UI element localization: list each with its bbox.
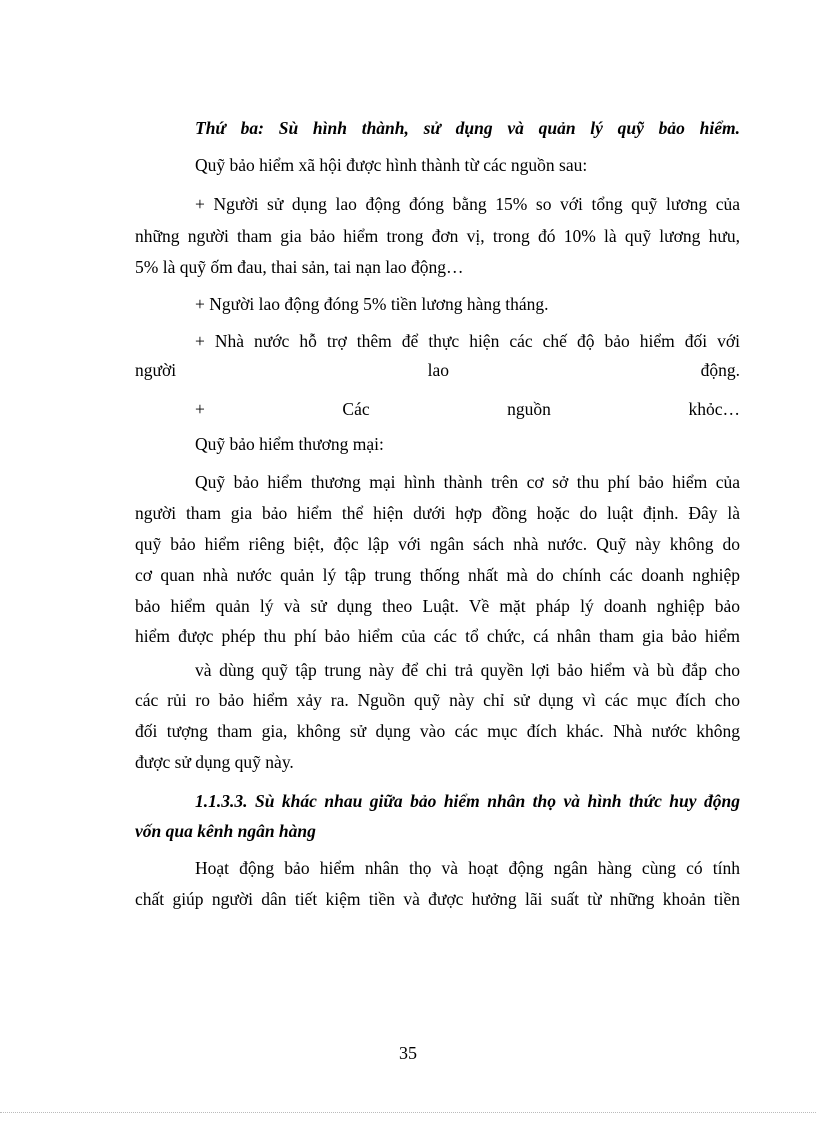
- paragraph-line: được sử dụng quỹ này.: [135, 752, 294, 772]
- paragraph-line: Quỹ bảo hiểm thương mại hình thành trên cơ sở thu phí bảo hiểm của: [195, 472, 740, 492]
- paragraph-line: + Các nguồn khỏc…: [195, 399, 740, 419]
- paragraph-line: các rủi ro bảo hiểm xảy ra. Nguồn quỹ này chỉ sử dụng vì các mục đích cho: [135, 690, 740, 710]
- paragraph-line: những người tham gia bảo hiểm trong đơn vị, trong đó 10% là quỹ lương hưu,: [135, 226, 740, 246]
- section-heading: vốn qua kênh ngân hàng: [135, 821, 316, 841]
- section-heading: Thứ ba: Sù hình thành, sử dụng và quản lý quỹ bảo hiểm.: [195, 118, 740, 138]
- paragraph-line: quỹ bảo hiểm riêng biệt, độc lập với ngân sách nhà nước. Quỹ này không do: [135, 534, 740, 554]
- section-heading: 1.1.3.3. Sù khác nhau giữa bảo hiểm nhân thọ và hình thức huy động: [195, 791, 740, 811]
- paragraph-line: người lao động.: [135, 360, 740, 380]
- paragraph-line: đối tượng tham gia, không sử dụng vào các mục đích khác. Nhà nước không: [135, 721, 740, 741]
- paragraph-line: Quỹ bảo hiểm xã hội được hình thành từ các nguồn sau:: [195, 155, 588, 175]
- paragraph-line: bảo hiểm quản lý và sử dụng theo Luật. Về mặt pháp lý doanh nghiệp bảo: [135, 596, 740, 616]
- paragraph-line: Hoạt động bảo hiểm nhân thọ và hoạt động ngân hàng cùng có tính: [195, 858, 740, 878]
- paragraph-line: hiểm được phép thu phí bảo hiểm của các tổ chức, cá nhân tham gia bảo hiểm: [135, 626, 740, 646]
- page-divider: [0, 1112, 816, 1113]
- paragraph-line: 5% là quỹ ốm đau, thai sản, tai nạn lao động…: [135, 257, 464, 277]
- paragraph-line: người tham gia bảo hiểm thể hiện dưới hợp đồng hoặc do luật định. Đây là: [135, 503, 740, 523]
- paragraph-line: chất giúp người dân tiết kiệm tiền và được hưởng lãi suất từ những khoản tiền: [135, 889, 740, 909]
- paragraph-line: cơ quan nhà nước quản lý tập trung thống nhất mà do chính các doanh nghiệp: [135, 565, 740, 585]
- paragraph-line: Quỹ bảo hiểm thương mại:: [195, 434, 384, 454]
- paragraph-line: và dùng quỹ tập trung này để chi trả quyền lợi bảo hiểm và bù đắp cho: [195, 660, 740, 680]
- paragraph-line: + Nhà nước hỗ trợ thêm để thực hiện các chế độ bảo hiểm đối với: [195, 331, 740, 351]
- paragraph-line: + Người lao động đóng 5% tiền lương hàng tháng.: [195, 294, 549, 314]
- paragraph-line: + Người sử dụng lao động đóng bằng 15% so với tổng quỹ lương của: [195, 194, 740, 214]
- page-number: 35: [399, 1043, 417, 1063]
